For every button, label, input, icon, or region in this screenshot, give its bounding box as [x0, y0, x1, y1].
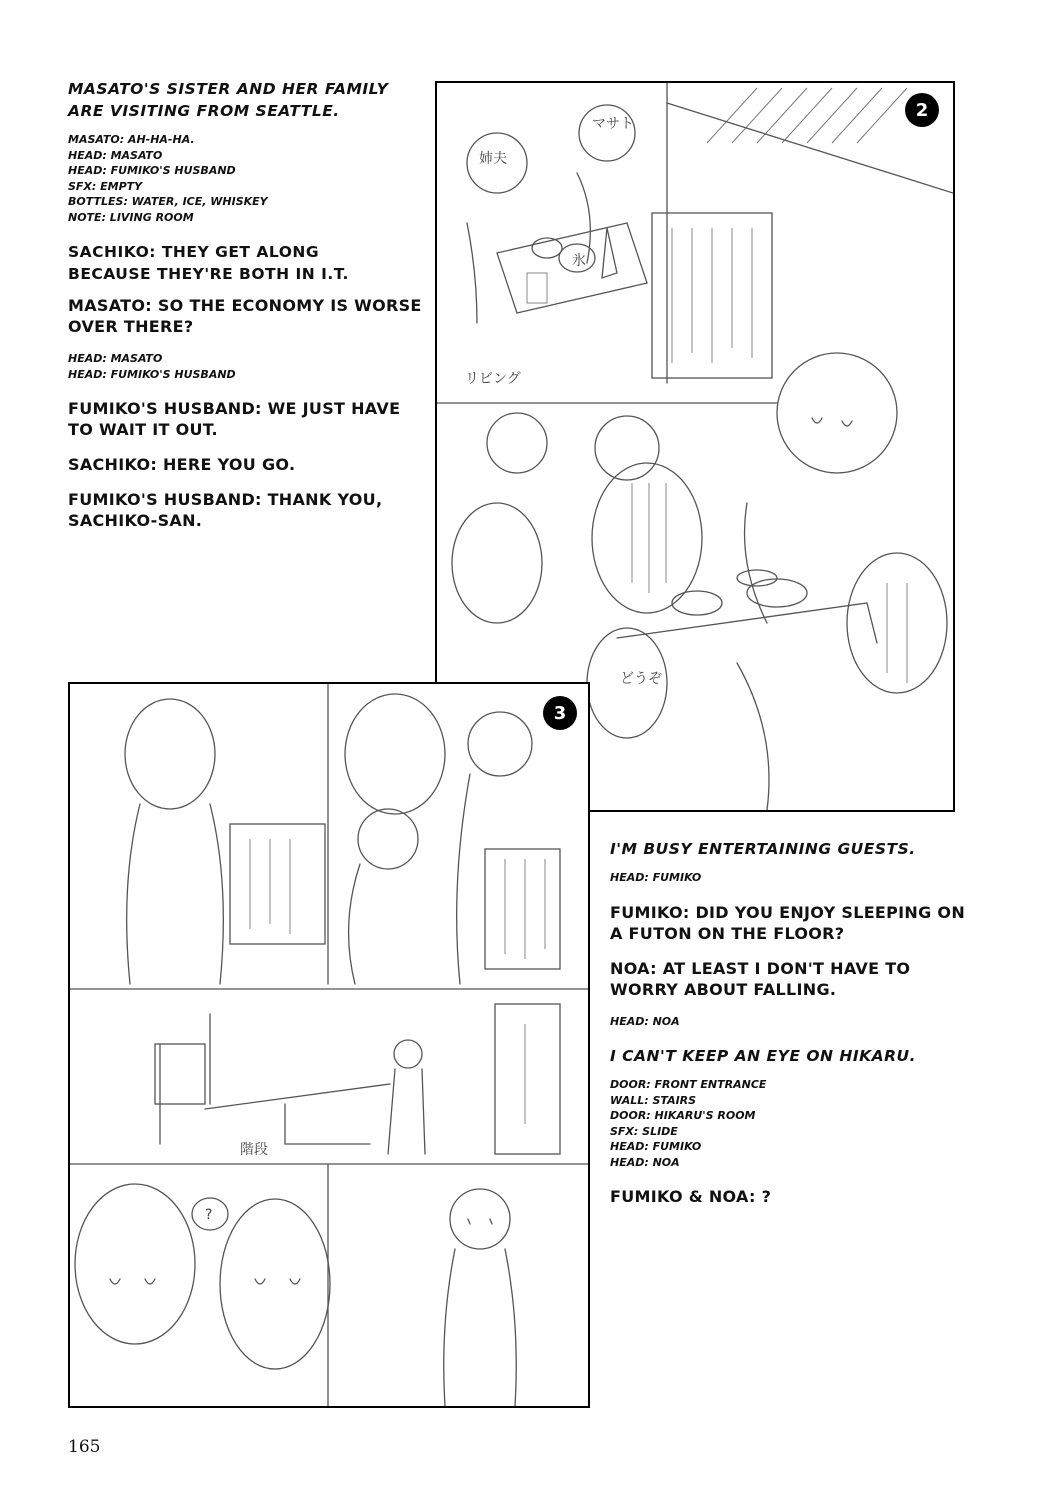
- small-note: HEAD: NOA: [610, 1155, 680, 1169]
- speech-bubble-futon: [345, 694, 445, 814]
- small-note: HEAD: MASATO: [68, 352, 163, 365]
- page-number: 165: [68, 1437, 101, 1457]
- panel-number-badge: 2: [905, 93, 939, 127]
- label-question: ?: [205, 1207, 213, 1223]
- small-note: WALL: STAIRS: [610, 1093, 697, 1107]
- label-ice: 氷: [572, 253, 586, 269]
- caption-hikaru: I CAN'T KEEP AN EYE ON HIKARU.: [610, 1047, 917, 1065]
- panel-3-sketch: [70, 684, 588, 1406]
- small-note: HEAD: FUMIKO: [610, 871, 702, 884]
- small-note: HEAD: MASATO: [68, 148, 163, 162]
- door-front-entrance: [495, 1004, 560, 1154]
- small-note: SFX: EMPTY: [68, 179, 143, 193]
- head-noa-2: [220, 1199, 330, 1369]
- left-notes: [68, 78, 428, 545]
- head-sachiko: [468, 712, 532, 776]
- dialogue-sachiko-here: SACHIKO: HERE YOU GO.: [68, 455, 296, 474]
- head-noa: [358, 809, 418, 869]
- label-masato: マサト: [592, 116, 634, 132]
- small-notes-2: [68, 351, 428, 382]
- label-living: リビング: [465, 371, 521, 387]
- speech-bubble-wait: [452, 503, 542, 623]
- speech-bubble-it: [847, 553, 947, 693]
- dialogue-fumiko-futon: FUMIKO: DID YOU ENJOY SLEEPING ON A FUTON ON THE FLOOR?: [610, 902, 966, 943]
- head-hikaru: [394, 1040, 422, 1068]
- small-note: BOTTLES: WATER, ICE, WHISKEY: [68, 195, 268, 208]
- dialogue-husband-wait: FUMIKO'S HUSBAND: WE JUST HAVE TO WAIT IT OUT.: [68, 399, 401, 439]
- label-husband: 姉夫: [479, 151, 507, 167]
- speech-bubble-economy: [592, 463, 702, 613]
- small-note: HEAD: FUMIKO'S HUSBAND: [68, 164, 236, 177]
- small-note: HEAD: NOA: [610, 1014, 680, 1028]
- door-hikaru-room: [155, 1044, 205, 1104]
- right-notes: [610, 838, 970, 1221]
- head-sachiko: [777, 353, 897, 473]
- head-husband-2: [487, 413, 547, 473]
- head-masato-2: [595, 416, 659, 480]
- panel-number-badge: 3: [543, 696, 577, 730]
- label-stairs: 階段: [240, 1142, 268, 1158]
- head-fumiko-2: [75, 1184, 195, 1344]
- head-fumiko: [125, 699, 215, 809]
- small-note: NOTE: LIVING ROOM: [68, 210, 194, 224]
- dialogue-fumiko-noa: FUMIKO & NOA: ?: [610, 1187, 772, 1206]
- small-notes-3: [610, 1077, 970, 1170]
- caption-busy: I'M BUSY ENTERTAINING GUESTS.: [610, 840, 916, 858]
- small-note: DOOR: FRONT ENTRANCE: [610, 1078, 767, 1091]
- small-note: DOOR: HIKARU'S ROOM: [610, 1109, 756, 1122]
- dialogue-masato-economy: MASATO: SO THE ECONOMY IS WORSE OVER THERE?: [68, 296, 422, 336]
- manga-panel-3: [68, 682, 590, 1408]
- dialogue-text: SACHIKO: THEY GET ALONG BECAUSE THEY'RE BOTH IN I.T.: [68, 243, 349, 283]
- small-note: HEAD: FUMIKO: [610, 1140, 702, 1153]
- small-note: SFX: SLIDE: [610, 1124, 678, 1138]
- hatch-area: [667, 83, 953, 383]
- dialogue-sachiko-it: [68, 241, 408, 285]
- caption-box-hikaru: [230, 824, 325, 944]
- label-douzo: どうぞ: [620, 671, 662, 687]
- caption-box-guests: [485, 849, 560, 969]
- small-note: MASATO: AH-HA-HA.: [68, 133, 195, 146]
- head-hikaru-2: [450, 1189, 510, 1249]
- small-notes-1: [68, 132, 428, 225]
- caption-visiting: MASATO'S SISTER AND HER FAMILY ARE VISITING FROM SEATTLE.: [68, 80, 389, 120]
- dialogue-noa-falling: NOA: AT LEAST I DON'T HAVE TO WORRY ABOUT FALLING.: [610, 958, 911, 999]
- head-masato: [579, 105, 635, 161]
- small-note: HEAD: FUMIKO'S HUSBAND: [68, 367, 236, 381]
- dialogue-husband-thanks: FUMIKO'S HUSBAND: THANK YOU, SACHIKO-SAN.: [68, 490, 383, 530]
